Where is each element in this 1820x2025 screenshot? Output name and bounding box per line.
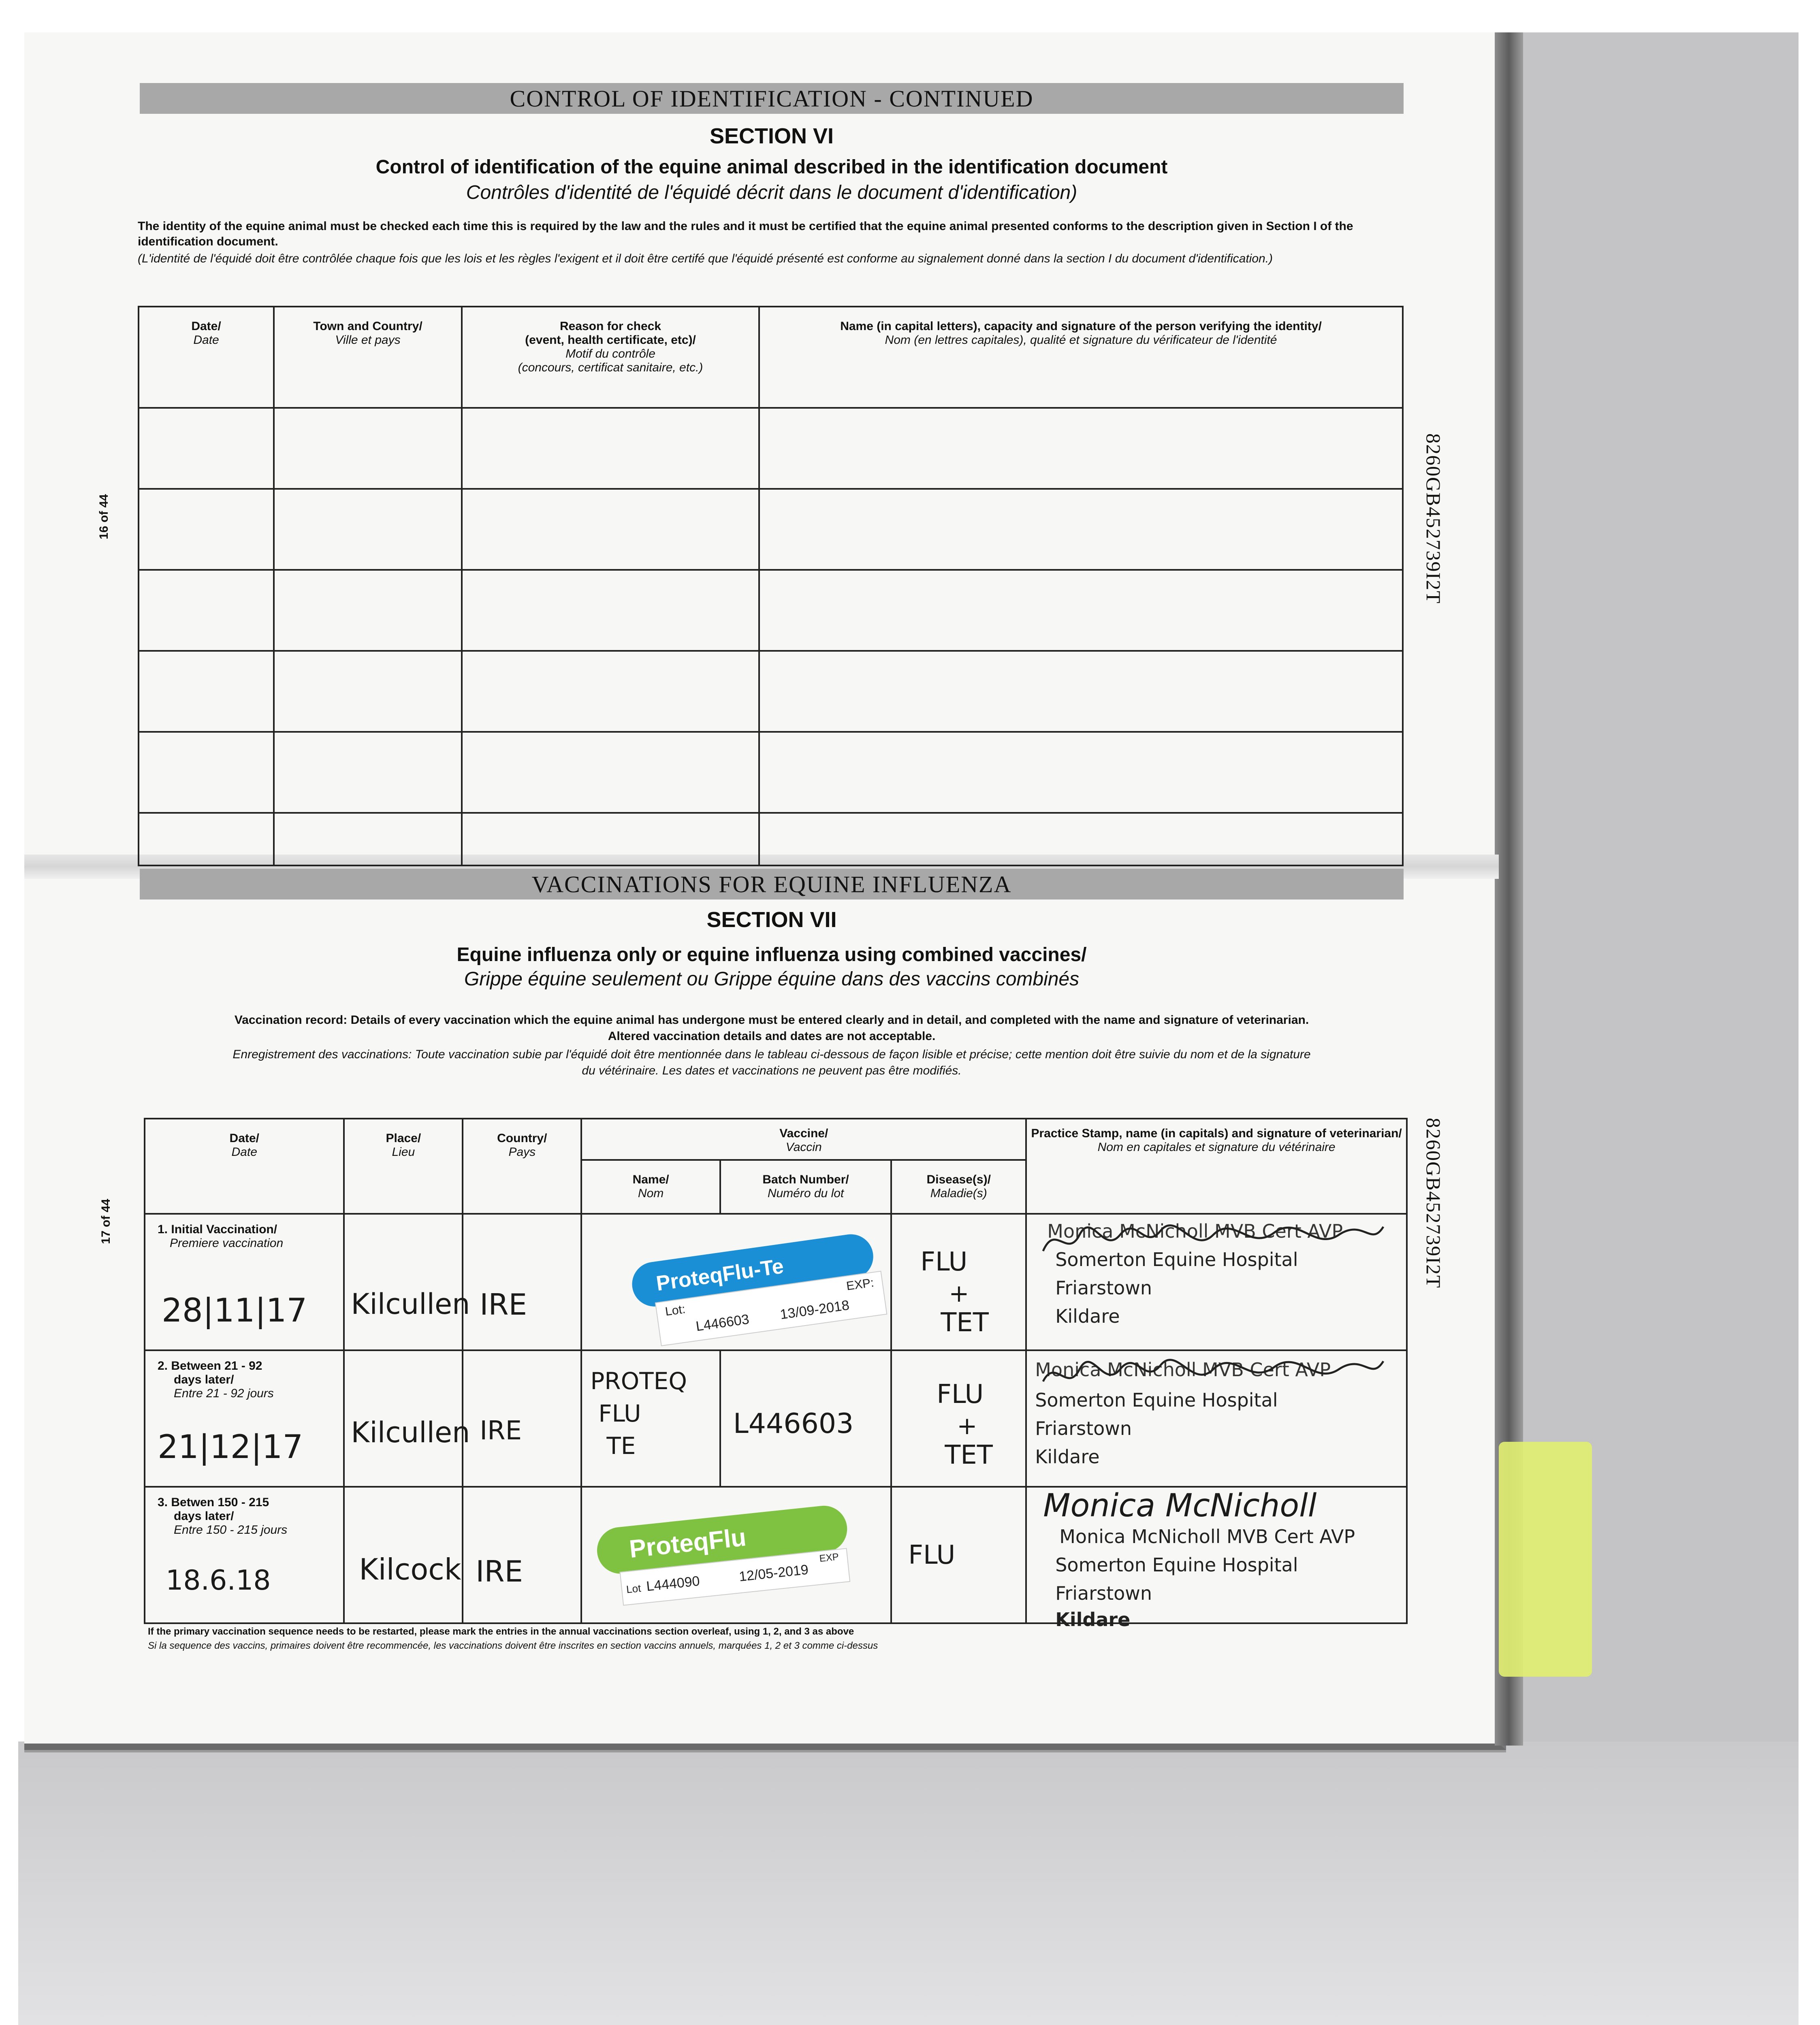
sticker-exp-prefix: EXP:: [845, 1276, 875, 1293]
row-3-place-cell: [344, 1487, 463, 1623]
row-1-stamp-cell: [1026, 1214, 1407, 1350]
page-number-16: 16 of 44: [97, 494, 111, 539]
row-2-disease-plus: +: [957, 1411, 977, 1440]
yellow-sticky-tab[interactable]: [1499, 1442, 1592, 1677]
row-1-country: IRE: [480, 1287, 527, 1322]
header-place: Place/ Lieu: [344, 1119, 463, 1214]
footnote-fr: Si la sequence des vaccins, primaires doivent être recommencée, les vaccinations doivent être inscrites en section vaccins annuels, marquées 1, 2 et 3 comme ci-dessus: [148, 1640, 878, 1651]
row-1-date: 28|11|17: [162, 1291, 307, 1329]
vaccine-sticker-proteqflu-te: [629, 1230, 896, 1361]
row-1-disease-plus: +: [949, 1279, 969, 1308]
row-1-place: Kilcullen: [351, 1287, 470, 1321]
row-3-stamp-cell: [1026, 1487, 1407, 1631]
stamp-line-county: Kildare: [1055, 1608, 1131, 1631]
empty-cell[interactable]: [759, 570, 1403, 651]
row-3-disease-1: FLU: [908, 1540, 956, 1570]
header-country: Country/ Pays: [463, 1119, 581, 1214]
row-2-place: Kilcullen: [351, 1415, 470, 1449]
section-vi-heading: SECTION VI: [709, 124, 834, 148]
sticker-brand: ProteqFlu-Te: [629, 1231, 876, 1309]
header-verifier: Name (in capital letters), capacity and signature of the person verifying the identity/ Nom (en lettres capitales), qualité et signature du vérificateur de l'identité: [759, 307, 1403, 408]
empty-cell[interactable]: [462, 732, 759, 813]
row-2-vaccine-name-3: TE: [606, 1432, 636, 1460]
empty-cell[interactable]: [274, 570, 462, 651]
empty-cell[interactable]: [759, 813, 1403, 865]
row-1-disease-cell: [891, 1214, 1026, 1350]
row-3-disease-cell: [891, 1487, 1026, 1623]
section-vi-note-fr: (L'identité de l'équidé doit être contrôlée chaque fois que les lois et les règles l'exigent et il doit être certifé que l'équidé présenté est conforme au signalement donné dans la section I du document d'identification.): [138, 252, 1273, 265]
row-2-label-en: 2. Between 21 - 92: [158, 1359, 262, 1373]
row-3-label-en: 3. Betwen 150 - 215: [158, 1495, 269, 1509]
row-3-country-cell: [463, 1487, 581, 1623]
header-practice-stamp: Practice Stamp, name (in capitals) and signature of veterinarian/ Nom en capitales et signature du vétérinaire: [1026, 1119, 1407, 1214]
row-1-label-en: 1. Initial Vaccination/: [158, 1222, 277, 1236]
row-1-vaccine-label-cell: [581, 1214, 891, 1350]
stamp-line-name: Monica McNicholl MVB Cert AVP: [1035, 1358, 1331, 1381]
stamp-line-county: Kildare: [1035, 1445, 1100, 1468]
header-vaccine: Vaccine/ Vaccin: [581, 1119, 1026, 1160]
side-id-top: 8260GB452739I2T: [1422, 433, 1445, 604]
row-2-country: IRE: [480, 1415, 522, 1446]
row-2-place-cell: [344, 1350, 470, 1487]
row-3-signature: Monica McNicholl: [1043, 1487, 1317, 1524]
sticker-exp-prefix: EXP: [819, 1551, 840, 1565]
row-3-date: 18.6.18: [166, 1564, 271, 1597]
section-vi-note-en: The identity of the equine animal must be checked each time this is required by the law and the rules and it must be certified that the equine animal presented conforms to the description given in Section I of the identification document.: [138, 220, 1353, 248]
row-2-vaccine-name-cell: [581, 1350, 720, 1487]
row-3-place: Kilcock: [359, 1552, 461, 1586]
empty-cell[interactable]: [274, 813, 462, 865]
empty-cell[interactable]: [274, 489, 462, 570]
empty-cell[interactable]: [462, 813, 759, 865]
sticker-lot: L446603: [695, 1311, 751, 1334]
section-vi-subtitle-fr: Contrôles d'identité de l'équidé décrit dans le document d'identification): [466, 182, 1077, 203]
stamp-line-town: Friarstown: [1055, 1277, 1152, 1299]
empty-cell[interactable]: [759, 489, 1403, 570]
empty-cell[interactable]: [139, 570, 274, 651]
sticker-lot-prefix: Lot:: [664, 1302, 687, 1319]
footnote-en: If the primary vaccination sequence needs to be restarted, please mark the entries in the annual vaccinations section overleaf, using 1, 2, and 3 as above: [148, 1626, 854, 1637]
row-3-label-fr: Entre 150 - 215 jours: [174, 1523, 288, 1537]
stamp-line-town: Friarstown: [1055, 1582, 1152, 1604]
row-1-disease-2: TET: [941, 1307, 989, 1338]
section-vii-subtitle-en: Equine influenza only or equine influenza using combined vaccines/: [457, 944, 1087, 966]
empty-cell[interactable]: [274, 408, 462, 489]
stamp-line-hospital: Somerton Equine Hospital: [1055, 1554, 1298, 1576]
sticker-lot: L444090: [646, 1573, 701, 1594]
empty-cell[interactable]: [274, 732, 462, 813]
empty-cell[interactable]: [139, 813, 274, 865]
section-vii-banner: VACCINATIONS FOR EQUINE INFLUENZA: [140, 869, 1404, 900]
empty-cell[interactable]: [139, 489, 274, 570]
empty-cell[interactable]: [759, 732, 1403, 813]
empty-cell[interactable]: [274, 651, 462, 732]
empty-cell[interactable]: [462, 570, 759, 651]
vaccination-row-3: [145, 1487, 1407, 1623]
vaccination-row-2: [145, 1350, 1407, 1487]
stamp-line-name: Monica McNicholl MVB Cert AVP: [1047, 1220, 1343, 1242]
empty-cell[interactable]: [462, 651, 759, 732]
header-disease: Disease(s)/ Maladie(s): [891, 1160, 1026, 1214]
row-1-place-cell: [344, 1214, 470, 1350]
header-batch-number: Batch Number/ Numéro du lot: [720, 1160, 891, 1214]
row-1-label-fr: Premiere vaccination: [170, 1236, 284, 1250]
row-2-disease-1: FLU: [937, 1379, 984, 1409]
section-vii-subtitle-fr: Grippe équine seulement ou Grippe équine dans des vaccins combinés: [464, 968, 1080, 990]
vaccine-sticker-proteqflu: [594, 1494, 862, 1618]
row-2-label-fr: Entre 21 - 92 jours: [174, 1386, 274, 1400]
row-3-date-cell: [145, 1487, 344, 1623]
stamp-line-hospital: Somerton Equine Hospital: [1035, 1389, 1278, 1411]
empty-cell[interactable]: [139, 732, 274, 813]
section-vii-note-fr-2: du vétérinaire. Les dates et vaccinations ne peuvent pas être modifiés.: [582, 1064, 962, 1077]
sticker-exp: 13/09-2018: [779, 1297, 851, 1323]
row-1-disease-1: FLU: [920, 1247, 968, 1277]
identity-check-table: [138, 306, 1404, 866]
empty-cell[interactable]: [462, 489, 759, 570]
section-vi-subtitle-en: Control of identification of the equine animal described in the identification document: [376, 156, 1168, 178]
row-2-vaccine-name-1: PROTEQ: [590, 1367, 687, 1395]
row-3-label-en2: days later/: [174, 1509, 234, 1523]
row-3-country: IRE: [476, 1554, 523, 1588]
vaccination-row-1: [145, 1214, 1407, 1350]
stamp-line-hospital: Somerton Equine Hospital: [1055, 1248, 1298, 1270]
header-vaccine-name: Name/ Nom: [581, 1160, 720, 1214]
row-2-date-cell: [145, 1350, 344, 1487]
vaccination-table: [144, 1118, 1408, 1631]
row-2-country-cell: [463, 1350, 581, 1487]
stamp-line-county: Kildare: [1055, 1305, 1120, 1327]
section-vi-banner: CONTROL OF IDENTIFICATION - CONTINUED: [140, 83, 1404, 114]
header-town-country: Town and Country/ Ville et pays: [274, 307, 462, 408]
row-2-label-en2: days later/: [174, 1373, 234, 1386]
header-date: Date/ Date: [145, 1119, 344, 1214]
row-2-disease-cell: [891, 1350, 1026, 1487]
empty-cell[interactable]: [139, 408, 274, 489]
section-vii-note-fr-1: Enregistrement des vaccinations: Toute vaccination subie par l'équidé doit être mentionnée dans le tableau ci-dessous de façon lisible et précise; cette mention doit être suivie du nom et de la signature: [233, 1048, 1311, 1061]
header-date: Date/ Date: [139, 307, 274, 408]
row-1-country-cell: [463, 1214, 581, 1350]
row-1-date-cell: [145, 1214, 344, 1350]
page-number-17: 17 of 44: [99, 1199, 113, 1244]
row-3-vaccine-label-cell: [581, 1487, 891, 1623]
stamp-line-town: Friarstown: [1035, 1417, 1132, 1439]
row-2-date: 21|12|17: [158, 1428, 303, 1466]
side-id-bottom: 8260GB452739I2T: [1422, 1118, 1445, 1289]
empty-cell[interactable]: [759, 651, 1403, 732]
row-2-stamp-cell: [1026, 1350, 1407, 1487]
empty-cell[interactable]: [462, 408, 759, 489]
empty-cell[interactable]: [139, 651, 274, 732]
sticker-lot-prefix: Lot: [625, 1582, 642, 1596]
row-2-batch: L446603: [733, 1407, 854, 1440]
section-vii-heading: SECTION VII: [706, 908, 837, 932]
stamp-line-name: Monica McNicholl MVB Cert AVP: [1059, 1525, 1355, 1548]
section-vii-note-en-2: Altered vaccination details and dates are not acceptable.: [608, 1030, 936, 1043]
empty-cell[interactable]: [759, 408, 1403, 489]
row-2-disease-2: TET: [945, 1440, 993, 1470]
scanner-margin-bottom: [18, 1742, 1799, 2025]
row-2-vaccine-name-2: FLU: [598, 1399, 641, 1427]
sticker-exp: 12/05-2019: [738, 1562, 809, 1585]
section-vii-note-en-1: Vaccination record: Details of every vaccination which the equine animal has undergone must be entered clearly and in detail, and completed with the name and signature of veterinarian.: [234, 1013, 1309, 1027]
header-reason: Reason for check (event, health certificate, etc)/ Motif du contrôle (concours, certificat sanitaire, etc.): [462, 307, 759, 408]
row-2-batch-cell: [720, 1350, 891, 1487]
sticker-brand: ProteqFlu: [595, 1503, 850, 1576]
